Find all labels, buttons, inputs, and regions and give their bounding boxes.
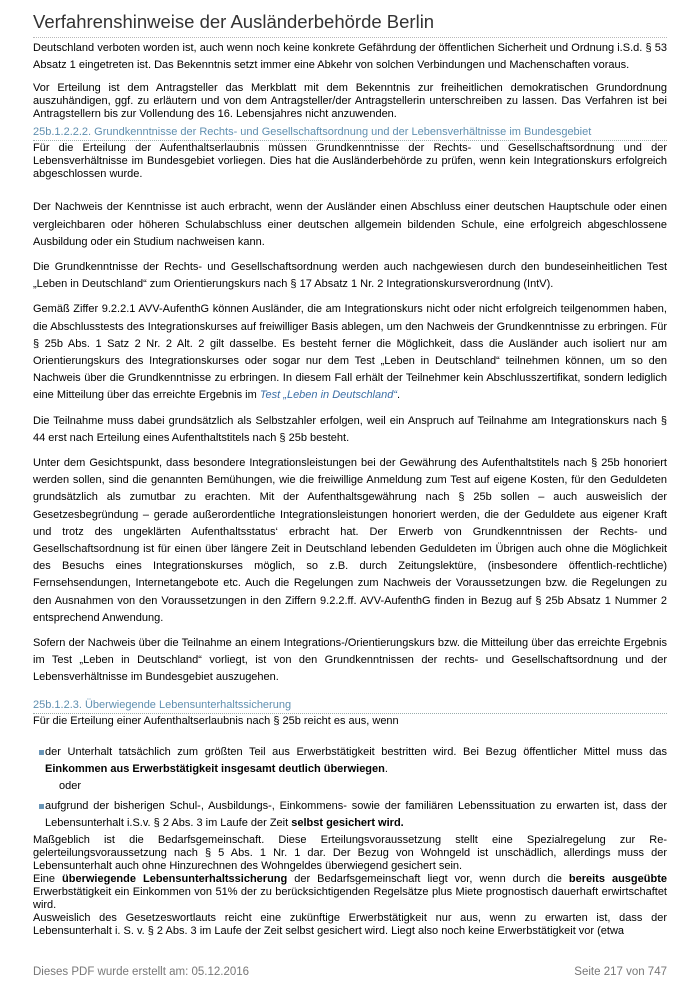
- footer-created-date: Dieses PDF wurde erstellt am: 05.12.2016: [33, 966, 250, 978]
- paragraph-erteilung-reicht-aus: Für die Erteilung einer Aufenthaltserlaubnis nach § 25b reicht es aus, wenn: [33, 714, 399, 727]
- bullet-icon: [39, 804, 44, 809]
- paragraph-test-leben-in-deutschland: Die Grundkenntnisse der Rechts- und Gesellschaftsordnung werden auch nachgewiesen durch den bundeseinheitlichen Test „Leben in Deutschland“ zum Orientierungskurs nach § 17 Absatz 1 Nr. 2 Integrationskursverordnung (IntV).: [33, 261, 667, 291]
- paragraph-nachweis-teilnahme: Sofern der Nachweis über die Teilnahme an einem Integrations-/Orientierungskurs bzw. die Mitteilung über das erreichte Ergebnis im Test „Leben in Deutschland“ vorliegt, ist von den Grundkenntnissen der rechts- und Gesellschaftsordnung und der Lebensverhältnisse im Bundesgebiet auszugehen.: [33, 637, 667, 684]
- paragraph-nachweis-schulabschluss: Der Nachweis der Kenntnisse ist auch erbracht, wenn der Ausländer einen Abschluss einer deutschen Hauptschule oder einen vergleichbaren oder höheren Schulabschluss einer deutschen allgemein bildenden Schule, eine erfolgreich abgeschlossene Ausbildung oder ein Studium nachweisen kann.: [33, 201, 667, 248]
- page-title: Verfahrenshinweise der Ausländerbehörde Berlin: [33, 11, 435, 32]
- paragraph-merkblatt: Vor Erteilung ist dem Antragsteller das Merkblatt mit dem Bekenntnis zur freiheitlichen demokratischen Grundordnung auszuhändigen, ggf. zu erläutern und von dem Antragsteller/der Antragstellerin unterschreiben zu lassen. Das Verfahren ist bei Antragstellern bis zur Vollendung des 16. Lebensjahres nicht anzuwenden.: [33, 82, 667, 121]
- bullet-text: der Unterhalt tatsächlich zum größten Teil aus Erwerbstätigkeit bestritten wird. Bei Bezug öffentlicher Mittel muss das: [45, 745, 667, 758]
- list-item: [33, 798, 667, 832]
- paragraph-avv-aufenthg: [33, 301, 667, 404]
- paragraph-bekenntnis-abkehr: Deutschland verboten worden ist, auch wenn noch keine konkrete Gefährdung der öffentlichen Sicherheit und Ordnung i.S.d. § 53 Absatz 1 eingetreten ist. Das Bekenntnis setzt immer eine Abkehr von solchen Verbindungen und Machenschaften voraus.: [33, 42, 667, 72]
- list-item: [33, 744, 667, 778]
- bullet-bold-text: selbst gesichert wird.: [291, 817, 404, 830]
- bold-fragment: überwiegende Lebensunterhaltssicherung: [62, 872, 288, 885]
- section-heading-lebensunterhalt: 25b.1.2.3. Überwiegende Lebensunterhaltssicherung: [33, 699, 667, 714]
- paragraph-avv-end: .: [397, 389, 401, 402]
- bullet-text: aufgrund der bisherigen Schul-, Ausbildungs-, Einkommens- sowie der familiären Lebenssituation zu erwarten ist, dass der Lebensunterhalt i.S.v. § 2 Abs. 3 im Laufe der Zeit: [45, 800, 667, 830]
- paragraph-selbstzahler: Die Teilnahme muss dabei grundsätzlich als Selbstzahler erfolgen, weil ein Anspruch auf Teilnahme am Integrationskurs nach § 44 erst nach Erteilung eines Aufenthaltstitels nach § 25b besteht.: [33, 414, 667, 444]
- oder-connector: oder: [59, 780, 82, 793]
- test-leben-in-deutschland-link[interactable]: Test „Leben in Deutschland“: [259, 389, 398, 402]
- paragraph-bedarfsgemeinschaft: Maßgeblich ist die Bedarfsgemeinschaft. Diese Erteilungsvoraussetzung stellt eine Spezialregelung zur Re-gelerteilungsvoraussetzung nach § 5 Abs. 1 Nr. 1 dar. Der Bezug von Wohngeld ist unschädlich, allerdings muss der Lebensunterhalt auch ohne Hinzurechnen des Wohngeldes überwiegend gesichert sein.: [33, 833, 667, 872]
- title-divider: [33, 37, 667, 38]
- bold-fragment: bereits ausgeübte: [568, 872, 667, 885]
- paragraph-gesetzeswortlaut: Ausweislich des Gesetzeswortlauts reicht eine zukünftige Erwerbstätigkeit nur aus, wenn zu erwarten ist, dass der Lebensunterhalt i. S. v. § 2 Abs. 3 im Laufe der Zeit selbst gesichert wird. Liegt also noch keine Erwerbstätigkeit vor (etwa: [33, 911, 667, 937]
- paragraph-avv-text: Gemäß Ziffer 9.2.2.1 AVV-AufenthG können Ausländer, die am Integrationskurs nicht oder nicht erfolgreich teilgenommen haben, die Abschlusstests des Integrationskurses auf freiwilliger Basis ablegen, um den Nachweis der Grundkenntnisse zu erbringen. Für § 25b Abs. 1 Satz 2 Nr. 2 Alt. 2 gilt dasselbe. Es besteht ferner die Möglichkeit, dass die Ausländer auch isoliert nur am Orientierungskurs des Integrationskurses oder sogar nur dem Test „Leben in Deutschland“ teilnehmen können, um so den Nachweis über die Grundkenntnisse zu erbringen. In diesem Fall erhält der Teilnehmer kein Abschlusszertifikat, sondern lediglich eine Mitteilung über das erreichte Ergebnis im: [33, 303, 667, 402]
- bullet-end: .: [384, 762, 388, 775]
- text-fragment: der Bedarfsgemeinschaft liegt vor, wenn durch die: [294, 872, 562, 885]
- paragraph-integrationsleistungen: Unter dem Gesichtspunkt, dass besondere Integrationsleistungen bei der Gewährung des Aufenthaltstitels nach § 25b honoriert werden sollen, sind die genannten Bemühungen, wie die freiwillige Anmeldung zum Test auf eigene Kosten, für den Geduldeten grundsätzlich als zumutbar zu erachten. Mit der Aufenthaltsgewährung nach § 25b sollen – auch ausweislich der Gesetzesbegründung – gerade außerordentliche Integrationsleistungen honoriert werden, die der Geduldete aus eigener Kraft und trotz des ungeklärten Aufenthaltsstatus‘ erbracht hat. Der Erwerb von Grundkenntnissen der Rechts- und Gesellschaftsordnung ist für einen über längere Zeit in Deutschland lebenden Geduldeten im Übrigen auch ohne die Möglichkeit des Besuchs eines Integrationskurses möglich, so z.B. durch Zeitungslektüre, (insbesondere öffentlich-rechtliche) Fernsehsendungen, Internetangebote etc. Auch die Regelungen zum Nachweis der Voraussetzungen bzw. die Regelungen zu den Ausnahmen von den Voraussetzungen in den Ziffern 9.2.2.ff. AVV-AufenthG finden in Bezug auf § 25b Absatz 1 Nummer 2 entsprechend Anwendung.: [33, 457, 667, 624]
- footer-page-number: Seite 217 von 747: [574, 966, 667, 978]
- text-fragment: Eine: [33, 872, 56, 885]
- bullet-icon: [39, 750, 44, 755]
- text-fragment: Erwerbstätigkeit ein Einkommen von 51% der zu berücksichtigenden Regelsätze plus Miete prognostisch dauerhaft erwirtschaftet wird.: [33, 885, 667, 911]
- paragraph-ueberwiegende-sicherung: [33, 873, 667, 912]
- document-body: [33, 40, 667, 938]
- section-heading-grundkenntnisse: 25b.1.2.2.2. Grundkenntnisse der Rechts- und Gesellschaftsordnung und der Lebensverhältnisse im Bundesgebiet: [33, 126, 667, 141]
- paragraph-grundkenntnisse-pruefung: Für die Erteilung der Aufenthaltserlaubnis müssen Grundkenntnisse der Rechts- und Gesellschaftsordnung und der Lebensverhältnisse im Bundesgebiet vorliegen. Dies hat die Ausländerbehörde zu prüfen, wenn kein Integrationskurs erfolgreich abgeschlossen wurde.: [33, 142, 667, 181]
- bullet-bold-text: Einkommen aus Erwerbstätigkeit insgesamt deutlich überwiegen: [45, 762, 385, 775]
